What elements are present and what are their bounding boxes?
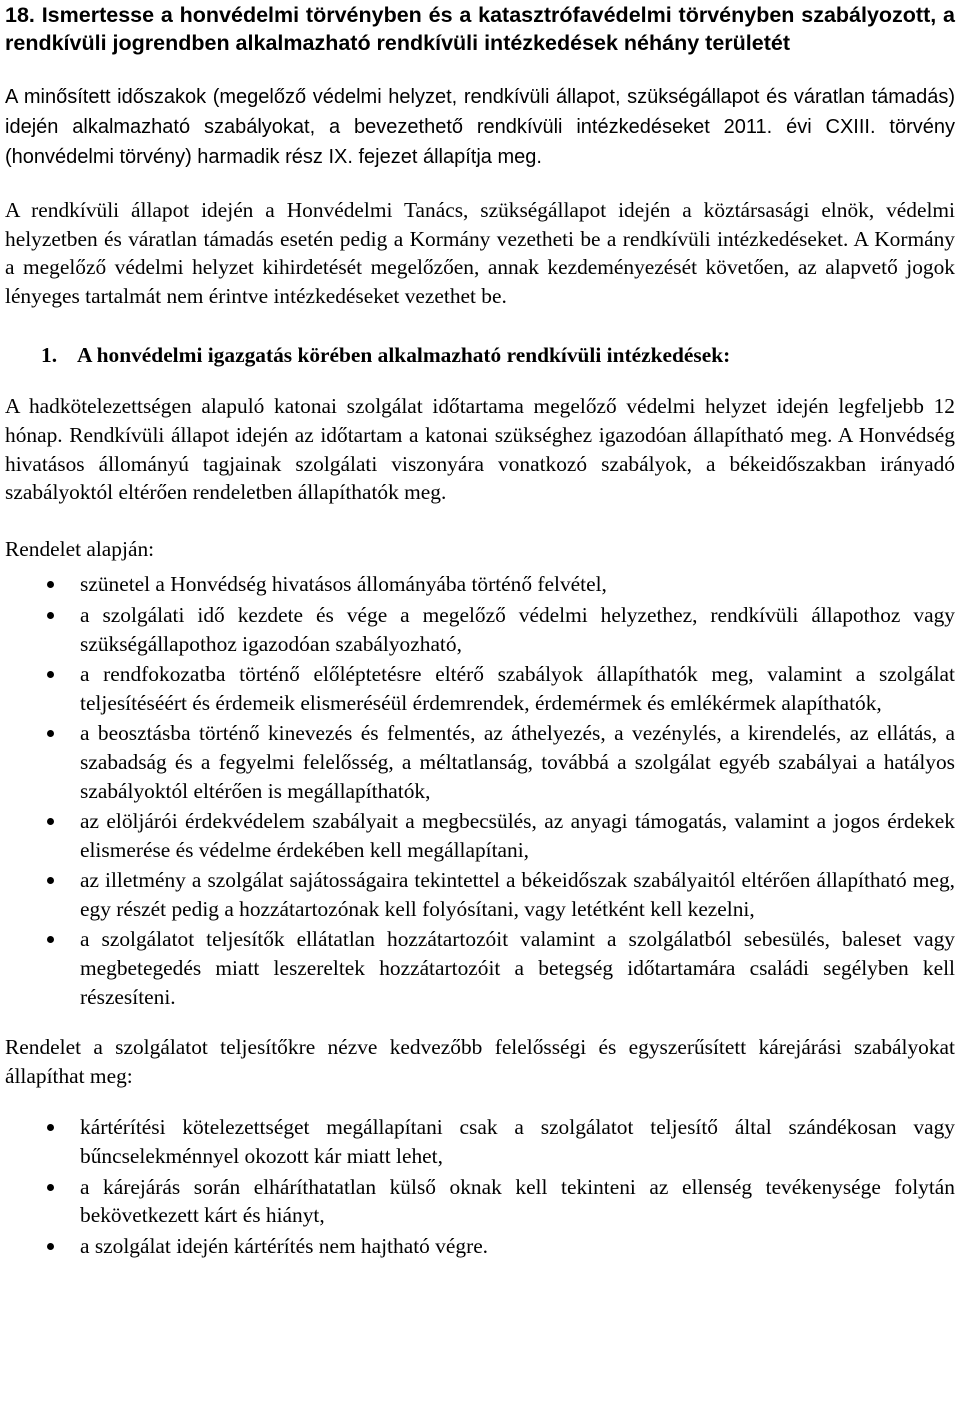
list-item [5, 719, 955, 805]
list2-intro: Rendelet a szolgálatot teljesítőkre nézve kedvezőbb felelősségi és egyszerűsített kárejárási szabályokat állapíthat meg: [5, 1035, 955, 1088]
intro-paragraph: A minősített időszakok (megelőző védelmi helyzet, rendkívüli állapot, szükségállapot és váratlan támadás) idején alkalmazható szabályokat, a bevezethető rendkívüli intézkedéseket 2011. évi CXIII. törvény (honvédelmi törvény) harmadik rész IX. fejezet állapítja meg. [5, 86, 955, 168]
paragraph-military-service: A hadkötelezettségen alapuló katonai szolgálat időtartama megelőző védelmi helyzet idején legfeljebb 12 hónap. Rendkívüli állapot idején az időtartam a katonai szükséghez igazodóan állapítható meg. A Honvédség hivatásos állományú tagjainak szolgálati viszonyára vonatkozó szabályok, a békeidőszakban irányadó szabályoktól eltérően rendeletben állapíthatók meg. [5, 394, 955, 505]
list-item-text: a rendfokozatba történő előléptetésre eltérő szabályok állapíthatók meg, valamint a szolgálat teljesítéséért és érdemeik elismeréséül érdemrendek, érdemérmek és emlékérmek alapíthatók, [80, 662, 955, 715]
bullet-icon [47, 818, 54, 825]
list-item [5, 601, 955, 658]
section-number: 1. [41, 343, 58, 368]
list-item-text: kártérítési kötelezettséget megállapítani csak a szolgálatot teljesítő által szándékosan vagy bűncselekménnyel okozott kár miatt lehet, [80, 1115, 955, 1169]
bullet-icon [47, 936, 54, 943]
list-item-text: a szolgálat idején kártérítés nem hajtható végre. [80, 1233, 489, 1258]
list-item [5, 1232, 955, 1261]
document-page [5, 0, 955, 1260]
bullet-icon [47, 612, 54, 619]
list-item [5, 925, 955, 1011]
bullet-icon [47, 877, 54, 884]
liability-list [5, 1113, 955, 1260]
document-heading: 18. Ismertesse a honvédelmi törvényben és a katasztrófavédelmi törvényben szabályozott, a rendkívüli jogrendben alkalmazható rendkívüli intézkedések néhány területét [5, 3, 955, 55]
list-item [5, 1173, 955, 1230]
bullet-icon [47, 1184, 54, 1191]
list-item-text: a beosztásba történő kinevezés és felmentés, az áthelyezés, a vezénylés, a kirendelés, az ellátás, a szabadság és a fegyelmi felelősség, a méltatlanság, továbbá a szolgálat egyéb szabályai a hatályos szabályoktól eltérően is megállapíthatók, [80, 721, 955, 803]
list-item [5, 807, 955, 864]
list-item-text: a szolgálatot teljesítők ellátatlan hozzátartozóit valamint a szolgálatból sebesülés, baleset vagy megbetegedés miatt leszereltek hozzátartozóit a betegség időtartamára családi segélyben kell részesíteni. [80, 927, 955, 1009]
bullet-icon [47, 581, 54, 588]
bullet-icon [47, 1243, 54, 1250]
list-item-text: az elöljárói érdekvédelem szabályait a megbecsülés, az anyagi támogatás, valamint a jogos érdekek elismerése és védelme érdekében kell megállapítani, [80, 809, 955, 862]
bullet-icon [47, 1124, 54, 1131]
section-heading [5, 341, 955, 369]
list-item [5, 866, 955, 923]
list-item-text: az illetmény a szolgálat sajátosságaira tekintettel a békeidőszak szabályaitól eltérően állapítható meg, egy részét pedig a hozzátartozónak kell folyósítani, vagy letétként kell kezelni, [80, 868, 955, 921]
list-item [5, 1113, 955, 1170]
list1-intro: Rendelet alapján: [5, 536, 155, 561]
bullet-icon [47, 730, 54, 737]
list-item [5, 570, 955, 599]
bullet-icon [47, 671, 54, 678]
paragraph-emergency-powers: A rendkívüli állapot idején a Honvédelmi Tanács, szükségállapot idején a köztársasági elnök, védelmi helyzetben és váratlan támadás esetén pedig a Kormány vezetheti be a rendkívüli intézkedéseket. A Kormány a megelőző védelmi helyzet kihirdetését megelőzően, annak kezdeményezését követően, az alapvető jogok lényeges tartalmát nem érintve intézkedéseket vezethet be. [5, 198, 955, 308]
section-title: A honvédelmi igazgatás körében alkalmazható rendkívüli intézkedések: [77, 343, 731, 368]
list-item [5, 660, 955, 717]
list-item-text: szünetel a Honvédség hivatásos állományába történő felvétel, [80, 572, 607, 597]
list-item-text: a kárejárás során elháríthatatlan külső oknak kell tekinteni az ellenség tevékenysége folytán bekövetkezett kárt és hiányt, [80, 1174, 955, 1228]
regulation-list [5, 570, 955, 1011]
list-item-text: a szolgálati idő kezdete és vége a megelőző védelmi helyzethez, rendkívüli állapothoz vagy szükségállapothoz igazodóan szabályozható, [80, 602, 955, 656]
